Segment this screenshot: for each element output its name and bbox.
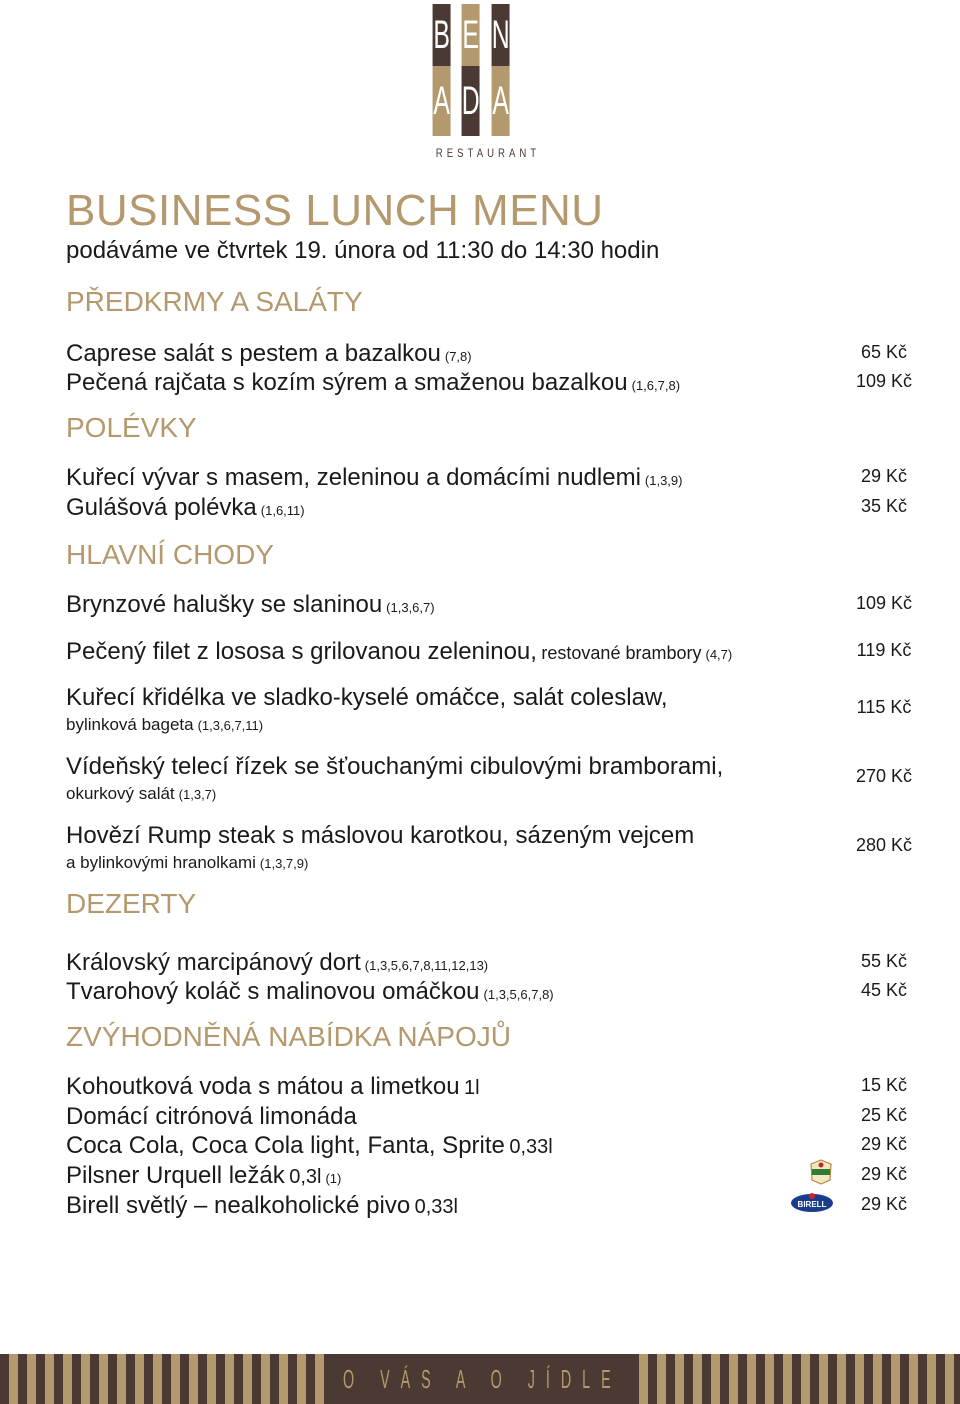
item-name: Tvarohový koláč s malinovou omáčkou (66, 978, 480, 1005)
section-title-soups: POLÉVKY (66, 412, 197, 443)
menu-subtitle: podáváme ve čtvrtek 19. února od 11:30 do 14:30 hodin (66, 237, 660, 264)
birell-logo-text: BIRELL (797, 1200, 827, 1209)
item-name: Vídeňský telecí řízek se šťouchanými cibulovými bramborami, (66, 753, 724, 780)
item-second-line: bylinková bageta (66, 715, 194, 734)
menu-item (66, 340, 924, 368)
menu-item (66, 753, 924, 804)
logo-letter: E (462, 4, 480, 66)
pilsner-urquell-logo (808, 1158, 834, 1186)
menu-item (66, 638, 924, 666)
section-title-drinks: ZVÝHODNĚNÁ NABÍDKA NÁPOJŮ (66, 1021, 511, 1052)
item-price: 29 Kč (860, 466, 908, 486)
item-price: 65 Kč (860, 342, 908, 362)
item-price: 29 Kč (860, 1134, 908, 1154)
item-allergens: (4,7) (705, 647, 733, 662)
menu-item (66, 369, 924, 397)
menu-item (66, 1132, 924, 1160)
item-name: Domácí citrónová limonáda (66, 1103, 357, 1130)
item-allergens: (1,3,5,6,7,8,11,12,13) (364, 958, 489, 973)
menu-item (66, 464, 924, 492)
menu-item (66, 1073, 924, 1101)
item-name: Pilsner Urquell ležák (66, 1162, 285, 1189)
item-price: 119 Kč (856, 640, 912, 660)
item-name: Brynzové halušky se slaninou (66, 591, 383, 618)
item-allergens: (7,8) (444, 349, 472, 364)
item-volume: 0,33l (414, 1196, 458, 1218)
item-volume: 0,33l (509, 1136, 553, 1158)
logo-letter: D (462, 66, 480, 136)
item-price: 109 Kč (855, 371, 913, 391)
item-allergens: (1,3,5,6,7,8) (483, 987, 554, 1002)
item-price: 35 Kč (860, 496, 908, 516)
menu-item (66, 1162, 924, 1190)
item-allergens: (1) (325, 1171, 342, 1186)
item-name: Kohoutková voda s mátou a limetkou (66, 1073, 460, 1100)
item-allergens: (1,3,6,7) (386, 600, 435, 615)
item-price: 280 Kč (855, 835, 913, 855)
item-name: Pečená rajčata s kozím sýrem a smaženou bazalkou (66, 369, 628, 396)
item-name: Hovězí Rump steak s máslovou karotkou, sázeným vejcem (66, 822, 695, 849)
item-price: 109 Kč (855, 593, 913, 613)
item-allergens: (1,3,7,9) (259, 856, 309, 871)
menu-item (66, 949, 924, 977)
item-price: 270 Kč (855, 766, 913, 786)
item-name: Coca Cola, Coca Cola light, Fanta, Sprite (66, 1132, 505, 1159)
menu-title: BUSINESS LUNCH MENU (66, 186, 604, 235)
logo-letter: N (491, 4, 509, 66)
item-second-line: a bylinkovými hranolkami (66, 853, 256, 872)
item-price: 29 Kč (860, 1194, 908, 1214)
menu-item (66, 591, 924, 619)
section-title-desserts: DEZERTY (66, 888, 197, 919)
item-name: Birell světlý – nealkoholické pivo (66, 1192, 411, 1219)
item-price: 15 Kč (860, 1075, 908, 1095)
section-title-mains: HLAVNÍ CHODY (66, 539, 274, 570)
item-allergens: (1,6,7,8) (631, 378, 681, 393)
menu-item (66, 822, 924, 873)
restaurant-logo (427, 4, 541, 160)
menu-item (66, 494, 924, 522)
item-allergens: (1,3,7) (178, 787, 217, 802)
item-name: Kuřecí vývar s masem, zeleninou a domácími nudlemi (66, 464, 641, 491)
menu-item (66, 684, 924, 735)
item-price: 115 Kč (856, 697, 912, 717)
item-allergens: (1,3,9) (644, 473, 683, 488)
logo-grid (427, 4, 515, 136)
item-side: restované brambory (541, 643, 702, 663)
footer-band (0, 1354, 960, 1404)
logo-letter: A (433, 66, 451, 136)
footer-band-center (326, 1354, 638, 1404)
logo-letter: A (491, 66, 509, 136)
item-allergens: (1,6,11) (260, 503, 305, 518)
item-price: 55 Kč (860, 951, 908, 971)
logo-subtitle: RESTAURANT (435, 146, 541, 160)
item-name: Královský marcipánový dort (66, 949, 361, 976)
footer-slogan: O VÁS A O JÍDLE (342, 1363, 622, 1394)
item-name: Kuřecí křidélka ve sladko-kyselé omáčce, salát coleslaw, (66, 684, 668, 711)
item-second-line: okurkový salát (66, 784, 175, 803)
item-name: Gulášová polévka (66, 494, 257, 521)
item-name: Pečený filet z lososa s grilovanou zeleninou, (66, 638, 537, 665)
item-price: 29 Kč (860, 1164, 908, 1184)
section-title-starters: PŘEDKRMY A SALÁTY (66, 286, 363, 317)
menu-item (66, 978, 924, 1006)
item-allergens: (1,3,6,7,11) (197, 718, 264, 733)
item-volume: 1l (464, 1077, 480, 1099)
menu-item (66, 1103, 924, 1131)
logo-letter: B (433, 4, 451, 66)
item-price: 25 Kč (860, 1105, 908, 1125)
item-name: Caprese salát s pestem a bazalkou (66, 340, 441, 367)
item-volume: 0,3l (289, 1166, 322, 1188)
birell-logo (790, 1192, 834, 1214)
item-price: 45 Kč (860, 980, 908, 1000)
